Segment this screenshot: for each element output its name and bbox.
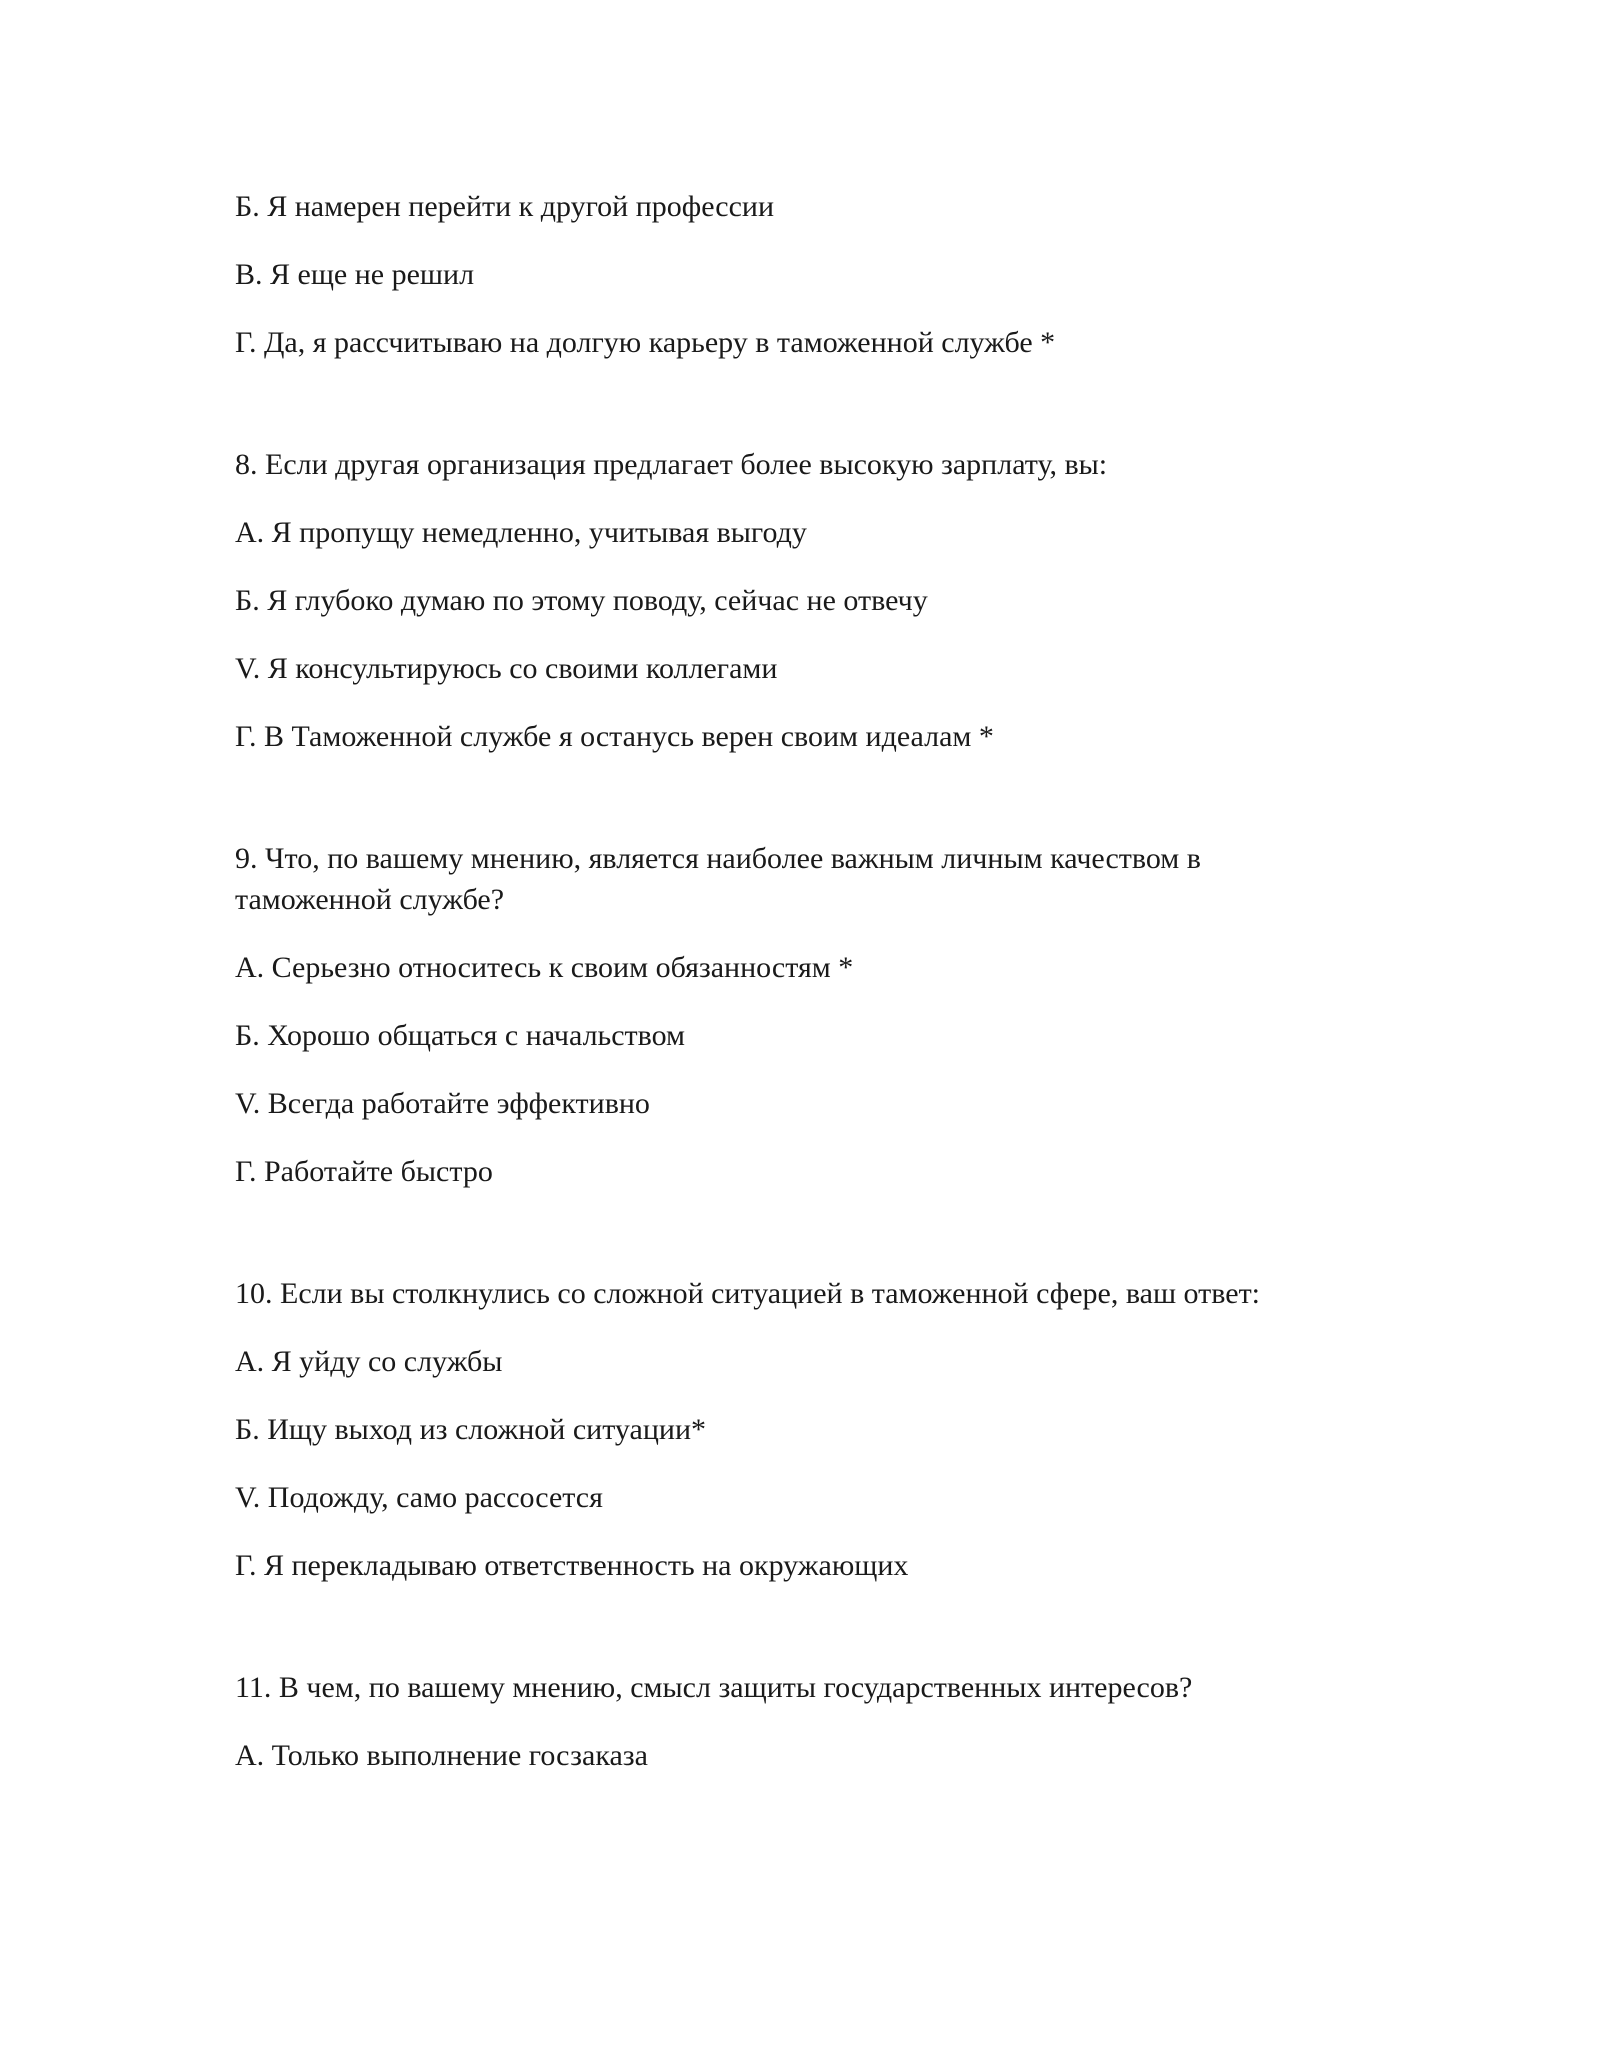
- document-body: [235, 186, 1355, 1803]
- answer-option: Г. В Таможенной службе я останусь верен своим идеалам *: [235, 720, 994, 753]
- answer-option: V. Я консультируюсь со своими коллегами: [235, 652, 778, 685]
- answer-option: А. Серьезно относитесь к своим обязанностям *: [235, 951, 854, 984]
- answer-option: Г. Да, я рассчитываю на долгую карьеру в таможенной службе *: [235, 326, 1056, 359]
- answer-option: Г. Я перекладываю ответственность на окружающих: [235, 1549, 909, 1582]
- answer-option: В. Я еще не решил: [235, 258, 475, 291]
- answer-option: А. Я уйду со службы: [235, 1345, 503, 1378]
- question-8: 8. Если другая организация предлагает более высокую зарплату, вы:: [235, 448, 1108, 481]
- answer-option: Б. Хорошо общаться с начальством: [235, 1019, 686, 1052]
- question-11: 11. В чем, по вашему мнению, смысл защиты государственных интересов?: [235, 1671, 1193, 1704]
- answer-option: Б. Я глубоко думаю по этому поводу, сейчас не отвечу: [235, 584, 928, 617]
- question-10: 10. Если вы столкнулись со сложной ситуацией в таможенной сфере, ваш ответ:: [235, 1277, 1261, 1310]
- question-9: 9. Что, по вашему мнению, является наиболее важным личным качеством в таможенной службе?: [235, 842, 1201, 916]
- answer-option: А. Только выполнение госзаказа: [235, 1739, 648, 1772]
- answer-option: Б. Я намерен перейти к другой профессии: [235, 190, 775, 223]
- answer-option: Б. Ищу выход из сложной ситуации*: [235, 1413, 707, 1446]
- answer-option: Г. Работайте быстро: [235, 1155, 493, 1188]
- answer-option: V. Всегда работайте эффективно: [235, 1087, 650, 1120]
- answer-option: А. Я пропущу немедленно, учитывая выгоду: [235, 516, 807, 549]
- answer-option: V. Подожду, само рассосется: [235, 1481, 603, 1514]
